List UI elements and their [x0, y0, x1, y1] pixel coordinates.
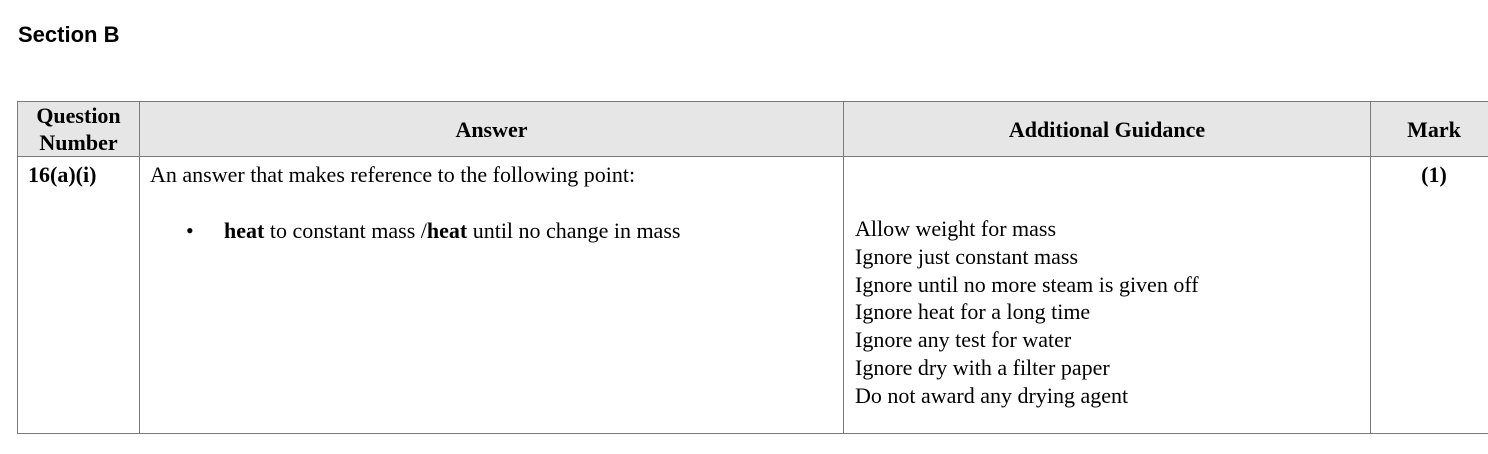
table-row [18, 157, 1488, 434]
bullet-icon: • [186, 218, 194, 243]
header-question-number: Question Number [18, 102, 140, 157]
answer-cell [140, 157, 844, 434]
answer-bullet-item [150, 217, 843, 244]
section-title: Section B [18, 22, 120, 47]
question-number-cell [18, 157, 140, 434]
header-additional-guidance: Additional Guidance [844, 102, 1371, 157]
header-row [18, 102, 1488, 157]
guidance-line: Ignore any test for water [855, 327, 1072, 353]
answer-intro: An answer that makes reference to the following point: [150, 162, 636, 187]
guidance-line: Ignore heat for a long time [855, 299, 1091, 325]
header-answer: Answer [140, 102, 844, 157]
guidance-line: Do not award any drying agent [855, 382, 1129, 408]
guidance-line: Ignore just constant mass [855, 243, 1079, 269]
guidance-cell [844, 157, 1371, 434]
header-mark: Mark [1371, 102, 1488, 157]
question-number: 16(a)(i) [28, 162, 97, 187]
guidance-line: Allow weight for mass [855, 216, 1057, 241]
answer-text: to constant mass / [264, 218, 427, 243]
guidance-line: Ignore until no more steam is given off [855, 271, 1199, 297]
bold-keyword: heat [426, 218, 468, 243]
guidance-line: Ignore dry with a filter paper [855, 354, 1110, 380]
mark-value: (1) [1421, 162, 1447, 187]
answer-bullet-list [150, 217, 843, 244]
answer-text: until no change in mass [467, 218, 681, 243]
mark-scheme-table [17, 101, 1488, 434]
bold-keyword: heat [224, 218, 265, 243]
mark-cell [1371, 157, 1488, 434]
